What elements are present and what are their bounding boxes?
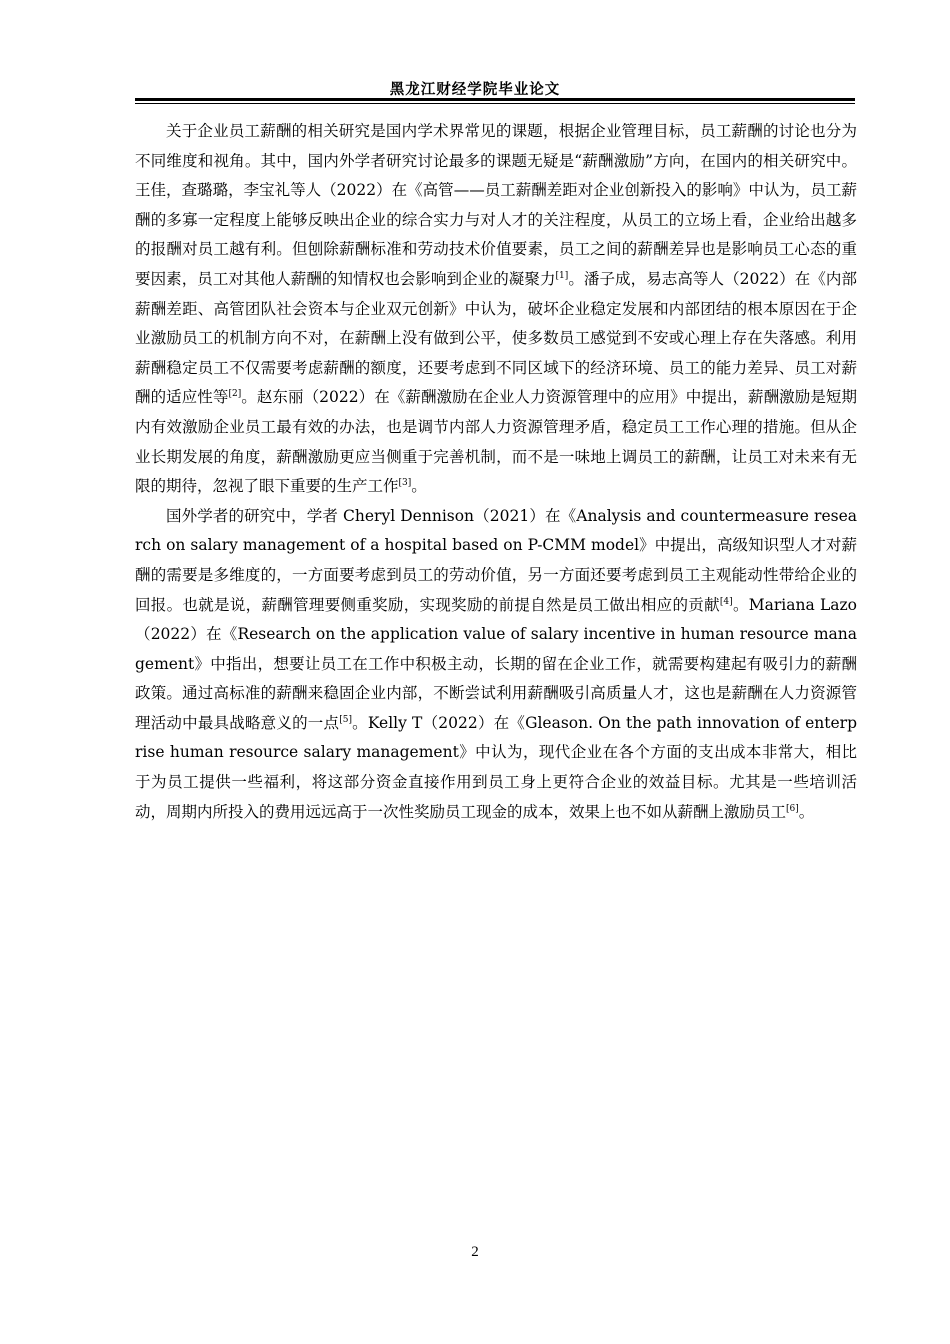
body-text — [135, 117, 857, 827]
paragraph-foreign-research — [135, 502, 857, 828]
header-rule-thin — [135, 103, 855, 104]
text-segment: 。Kelly T（2022）在《Gleason. On the path innovation of enterprise human resource salary management》中认为，现代企业在各个方面的支出成本非常大，相比于为员工提供一些福利，将这部分资金直接作用到员工身上更符合企业的效益目标。尤其是一些培训活动，周期内所投入的费用远远高于一次性奖励员工现金的成本，效果上也不如从薪酬上激励员工 — [135, 713, 857, 821]
citation-3: [3] — [398, 478, 412, 489]
citation-6: [6] — [786, 803, 799, 814]
text-segment: 关于企业员工薪酬的相关研究是国内学术界常见的课题，根据企业管理目标，员工薪酬的讨论也分为不同维度和视角。其中，国内外学者研究讨论最多的课题无疑是“薪酬激励”方向，在国内的相关研究中。王佳，查璐璐，李宝礼等人（2022）在《高管——员工薪酬差距对企业创新投入的影响》中认为，员工薪酬的多寡一定程度上能够反映出企业的综合实力与对人才的关注程度，从员工的立场上看，企业给出越多的报酬对员工越有利。但刨除薪酬标准和劳动技术价值要素，员工之间的薪酬差异也是影响员工心态的重要因素，员工对其他人薪酬的知情权也会影响到企业的凝聚力 — [135, 122, 857, 288]
header-rule-thick — [135, 98, 855, 101]
text-segment: 。 — [411, 477, 427, 496]
text-segment: 。 — [798, 802, 815, 821]
text-segment: 。赵东丽（2022）在《薪酬激励在企业人力资源管理中的应用》中提出，薪酬激励是短期内有效激励企业员工最有效的办法，也是调节内部人力资源管理矛盾，稳定员工工作心理的措施。但从企业长期发展的角度，薪酬激励更应当侧重于完善机制，而不是一味地上调员工的薪酬，让员工对未来有无限的期待，忽视了眼下重要的生产工作 — [135, 388, 857, 496]
text-segment: 国外学者的研究中，学者 Cheryl Dennison（2021）在《Analysis and countermeasure research on salary management of a hospital based on P-CMM model》中提出，高级知识型人才对薪酬的需要是多维度的，一方面要考虑到员工的劳动价值，另一方面还要考虑到员工主观能动性带给企业的回报。也就是说，薪酬管理要侧重奖励，实现奖励的前提自然是员工做出相应的贡献 — [135, 506, 857, 614]
citation-4: [4] — [719, 596, 733, 607]
text-segment: 。Mariana Lazo（2022）在《Research on the application value of salary incentive in human resource management》中指出，想要让员工在工作中积极主动，长期的留在企业工作，就需要构建起有吸引力的薪酬政策。通过高标准的薪酬来稳固企业内部，不断尝试利用薪酬吸引高质量人才，这也是薪酬在人力资源管理活动中最具战略意义的一点 — [135, 595, 857, 732]
paragraph-domestic-research — [135, 117, 857, 502]
text-segment: 。潘子成，易志高等人（2022）在《内部薪酬差距、高管团队社会资本与企业双元创新》中认为，破坏企业稳定发展和内部团结的根本原因在于企业激励员工的机制方向不对，在薪酬上没有做到公平，使多数员工感觉到不安或心理上存在失落感。利用薪酬稳定员工不仅需要考虑薪酬的额度，还要考虑到不同区域下的经济环境、员工的能力差异、员工对薪酬的适应性等 — [135, 269, 857, 407]
citation-2: [2] — [228, 389, 242, 400]
citation-1: [1] — [555, 270, 569, 281]
citation-5: [5] — [339, 714, 352, 725]
page-header-title: 黑龙江财经学院毕业论文 — [389, 81, 561, 98]
page-number: 2 — [471, 1244, 479, 1260]
